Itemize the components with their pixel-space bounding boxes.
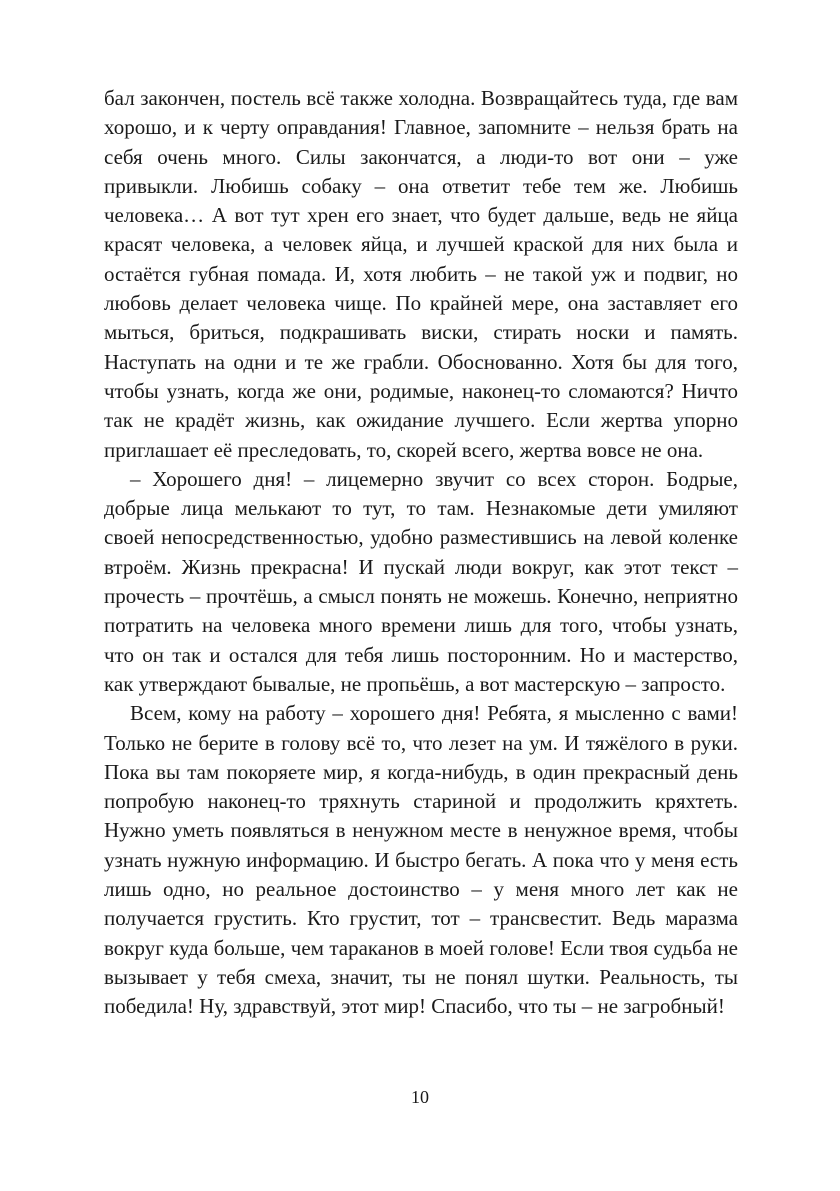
paragraph-continuation: бал закончен, постель всё также холодна. Возвращайтесь туда, где вам хорошо, и к черту оправдания! Главное, запомните – нельзя брать на себя очень много. Силы закончатся, а люди-то вот они – уже привыкли. Любишь собаку – она ответит тебе тем же. Любишь человека… А вот тут хрен его знает, что будет дальше, ведь не яйца красят человека, а человек яйца, и лучшей краской для них была и остаётся губная помада. И, хотя любить – не такой уж и подвиг, но любовь делает человека чище. По крайней мере, она заставляет его мыться, бриться, подкрашивать виски, стирать носки и память. Наступать на одни и те же грабли. Обоснованно. Хотя бы для того, чтобы узнать, когда же они, родимые, наконец-то сломаются? Ничто так не крадёт жизнь, как ожидание лучшего. Если жертва упорно приглашает её преследовать, то, скорей всего, жертва вовсе не она. bbox=[104, 86, 738, 462]
paragraph-closing: Всем, кому на работу – хорошего дня! Ребята, я мысленно с вами! Только не берите в голову всё то, что лезет на ум. И тяжёлого в руки. Пока вы там покоряете мир, я когда-нибудь, в один прекрасный день попробую наконец-то тряхнуть стариной и продолжить кряхтеть. Нужно уметь появляться в ненужном месте в ненужное время, чтобы узнать нужную информацию. И быстро бегать. А пока что у меня есть лишь одно, но реальное достоинство – у меня много лет как не получается грустить. Кто грустит, тот – трансвестит. Ведь маразма вокруг куда больше, чем тараканов в моей голове! Если твоя судьба не вызывает у тебя смеха, значит, ты не понял шутки. Реальность, ты победила! Ну, здравствуй, этот мир! Спасибо, что ты – не загробный! bbox=[104, 701, 738, 1019]
body-text bbox=[104, 84, 738, 1022]
paragraph-dialogue: – Хорошего дня! – лицемерно звучит со всех сторон. Бодрые, добрые лица мелькают то тут, то там. Незнакомые дети умиляют своей непосредственностью, удобно разместившись на левой коленке втроём. Жизнь прекрасна! И пускай люди вокруг, как этот текст – прочесть – прочтёшь, а смысл понять не можешь. Конечно, неприятно потратить на человека много времени лишь для того, чтобы узнать, что он так и остался для тебя лишь посторонним. Но и мастерство, как утверждают бывалые, не пропьёшь, а вот мастерскую – запросто. bbox=[104, 466, 738, 696]
page-number: 10 bbox=[411, 1087, 429, 1107]
